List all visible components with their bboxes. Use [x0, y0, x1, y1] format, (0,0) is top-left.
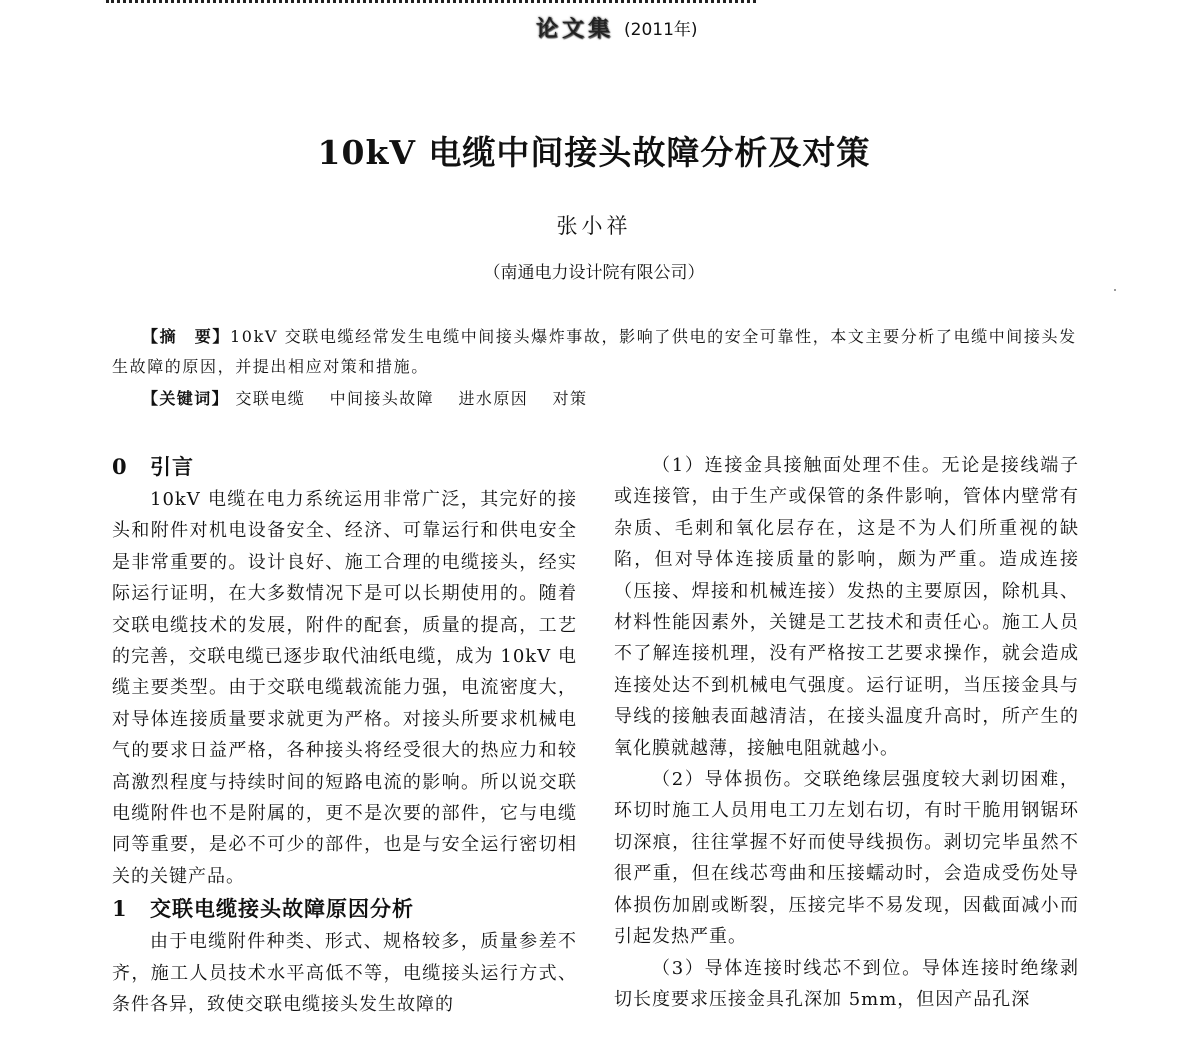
paragraph: （3）导体连接时线芯不到位。导体连接时绝缘剥切长度要求压接金具孔深加 5mm，但因产品孔深	[614, 957, 1079, 1010]
journal-mark: 论文集	[536, 16, 615, 42]
scan-speck	[1114, 289, 1116, 291]
section-title: 引言	[150, 454, 194, 479]
keywords-label: 【关键词】	[142, 389, 230, 408]
section-number: 0	[112, 454, 128, 479]
article-author: 张小祥	[556, 214, 632, 238]
keyword: 交联电缆	[235, 389, 306, 408]
article-title: 10kV 电缆中间接头故障分析及对策	[317, 133, 871, 172]
keyword: 进水原因	[458, 389, 529, 408]
article-affiliation: （南通电力设计院有限公司）	[483, 263, 705, 283]
journal-year: (2011年)	[624, 20, 698, 40]
abstract-text: 10kV 交联电缆经常发生电缆中间接头爆炸事故，影响了供电的安全可靠性，本文主要分析了电缆中间接头发生故障的原因，并提出相应对策和措施。	[112, 327, 1077, 376]
paragraph: （1）连接金具接触面处理不佳。无论是接线端子或连接管，由于生产或保管的条件影响，管体内壁常有杂质、毛刺和氧化层存在，这是不为人们所重视的缺陷，但对导体连接质量的影响，颇为严重。造成连接（压接、焊接和机械连接）发热的主要原因，除机具、材料性能因素外，关键是工艺技术和责任心。施工人员不了解连接机理，没有严格按工艺要求操作，就会造成连接处达不到机械电气强度。运行证明，当压接金具与导线的接触表面越清洁，在接头温度升高时，所产生的氧化膜就越薄，接触电阻就越小。	[614, 455, 1079, 759]
paragraph: （2）导体损伤。交联绝缘层强度较大剥切困难，环切时施工人员用电工刀左划右切，有时干脆用钢锯环切深痕，往往掌握不好而使导线损伤。剥切完毕虽然不很严重，但在线芯弯曲和压接蠕动时，会造成受伤处导体损伤加剧或断裂，压接完毕不易发现，因截面减小而引起发热严重。	[614, 769, 1079, 948]
keyword: 中间接头故障	[329, 389, 435, 408]
keywords	[142, 386, 605, 409]
section-number: 1	[112, 896, 128, 922]
abstract	[112, 322, 1082, 382]
paragraph: 10kV 电缆在电力系统运用非常广泛，其完好的接头和附件对机电设备安全、经济、可靠运行和供电安全是非常重要的。设计良好、施工合理的电缆接头，经实际运行证明，在大多数情况下是可以长期使用的。随着交联电缆技术的发展，附件的配套，质量的提高，工艺的完善，交联电缆已逐步取代油纸电缆，成为 10kV 电缆主要类型。由于交联电缆载流能力强，电流密度大，对导体连接质量要求就更为严格。对接头所要求机械电气的要求日益严格，各种接头将经受很大的热应力和较高激烈程度与持续时间的短路电流的影响。所以说交联电缆附件也不是附属的，更不是次要的部件，它与电缆同等重要，是必不可少的部件，也是与安全运行密切相关的关键产品。	[112, 489, 577, 887]
section-title: 交联电缆接头故障原因分析	[150, 896, 414, 922]
keyword: 对策	[552, 389, 588, 408]
header-rule	[106, 0, 756, 3]
right-column	[614, 450, 1079, 1015]
left-column	[112, 450, 577, 1021]
abstract-label: 【摘 要】	[142, 327, 231, 346]
section-heading-introduction	[112, 450, 577, 484]
journal-header	[536, 12, 698, 43]
section-heading-fault-analysis	[112, 892, 577, 926]
paragraph: 由于电缆附件种类、形式、规格较多，质量参差不齐，施工人员技术水平高低不等，电缆接头运行方式、条件各异，致使交联电缆接头发生故障的	[112, 931, 577, 1016]
